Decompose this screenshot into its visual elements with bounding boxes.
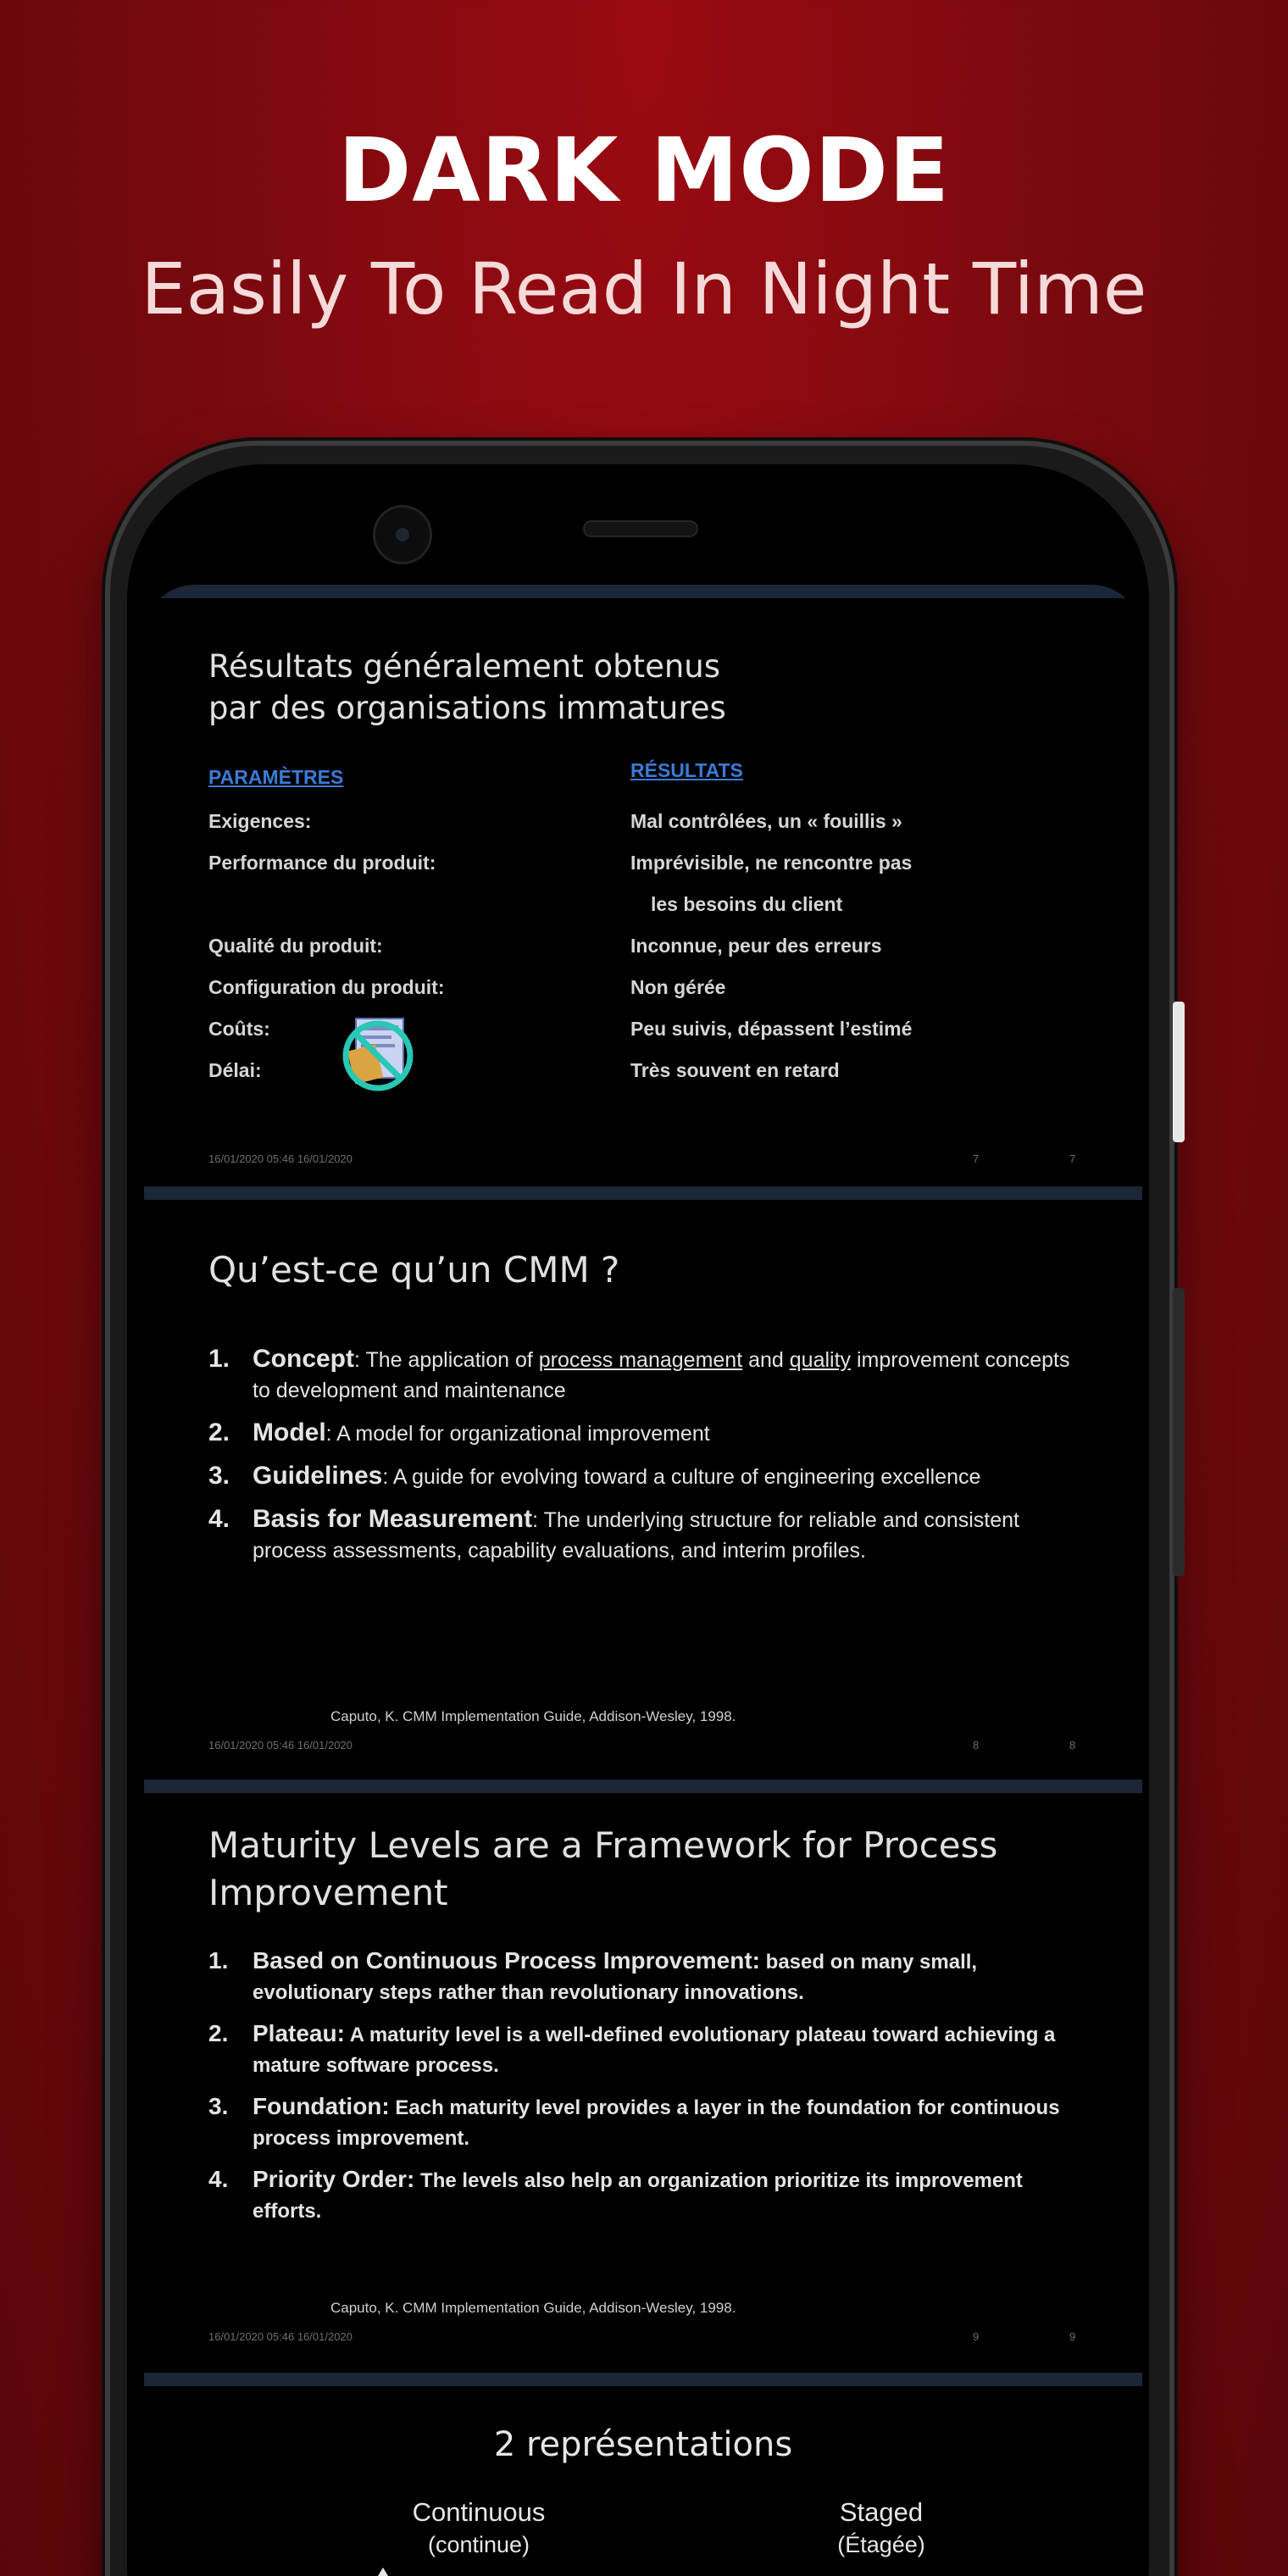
param-row: Coûts: <box>208 1018 270 1040</box>
slide-citation: Caputo, K. CMM Implementation Guide, Addison-Wesley, 1998. <box>330 1708 736 1724</box>
slide-8[interactable] <box>144 1186 1142 1779</box>
continuous-representation-label: Continuous (continue) <box>412 2497 546 2557</box>
slide-page-number: 7 <box>1069 1152 1076 1165</box>
parameters-column: PARAMÈTRES Exigences: Performance du produit: Qualité du produit: Configuration du produit: Coûts: Délai: <box>208 766 444 1091</box>
slide-page-number: 8 <box>1069 1739 1076 1752</box>
slide-page-number: 8 <box>973 1739 980 1752</box>
no-paper-icon <box>339 1013 424 1099</box>
slide-title: Maturity Levels are a Framework for Process Improvement <box>208 1824 998 1913</box>
promo-title: DARK MODE <box>338 119 950 222</box>
list-item: 1. Based on Continuous Process Improvement: based on many small, evolutionary steps rather than revolutionary innovations. <box>208 1947 978 2004</box>
slide-page-number: 9 <box>973 2330 980 2343</box>
slide-citation: Caputo, K. CMM Implementation Guide, Addison-Wesley, 1998. <box>330 2300 736 2316</box>
list-item: 4. Basis for Measurement: The underlying structure for reliable and consistent process assessments, capability evaluations, and interim profiles. <box>208 1505 1019 1563</box>
result-row: Imprévisible, ne rencontre pas <box>630 852 913 874</box>
slide-title: Résultats généralement obtenus par des organisations immatures <box>208 648 726 726</box>
slide-title: 2 représentations <box>493 2425 793 2464</box>
result-row: Mal contrôlées, un « fouillis » <box>630 810 902 832</box>
result-row: Très souvent en retard <box>630 1059 840 1081</box>
slide-footer-date: 16/01/2020 05:46 16/01/2020 <box>208 2330 353 2343</box>
slide-footer-date: 16/01/2020 05:46 16/01/2020 <box>208 1739 353 1752</box>
staged-representation-label: Staged (Étagée) <box>837 2497 925 2557</box>
promo-subtitle: Easily To Read In Night Time <box>141 247 1147 330</box>
param-row <box>208 884 444 925</box>
slide-7[interactable] <box>144 585 1142 1186</box>
param-row: Exigences: <box>208 810 312 832</box>
result-row: Peu suivis, dépassent l’estimé <box>630 1018 913 1040</box>
maturity-levels-list <box>208 1946 1078 2237</box>
result-row: les besoins du client <box>651 893 843 915</box>
list-item: 3. Guidelines: A guide for evolving toward a culture of engineering excellence <box>208 1462 981 1490</box>
list-item: 4. Priority Order: The levels also help an organization prioritize its improvement efforts. <box>208 2166 1023 2223</box>
param-row: Délai: <box>208 1059 262 1081</box>
result-row: Inconnue, peur des erreurs <box>630 935 882 957</box>
document-viewer[interactable] <box>144 585 1142 2576</box>
slide-9[interactable] <box>144 1779 1142 2373</box>
cmm-definition-list <box>208 1344 1078 1578</box>
param-row: Qualité du produit: <box>208 935 383 957</box>
result-row: Non gérée <box>630 976 726 998</box>
results-column: RÉSULTATS Mal contrôlées, un « fouillis » Imprévisible, ne rencontre pas les besoins du client Inconnue, peur des erreurs Non gérée Peu suivis, dépassent l’estimé Très souvent en retard <box>630 759 912 1091</box>
slide-10[interactable] <box>144 2373 1142 2576</box>
list-item: 1. Concept: The application of process management and quality improvement concepts to development and maintenance <box>208 1345 1070 1402</box>
param-row: Performance du produit: <box>208 852 436 874</box>
list-item: 2. Model: A model for organizational improvement <box>208 1418 710 1446</box>
speaker-grille <box>583 520 698 537</box>
arrow-up-icon <box>378 2568 388 2576</box>
list-item: 2. Plateau: A maturity level is a well-defined evolutionary plateau toward achieving a mature software process. <box>208 2020 1056 2077</box>
list-item: 3. Foundation: Each maturity level provides a layer in the foundation for continuous process improvement. <box>208 2093 1060 2150</box>
power-button <box>1173 1002 1185 1142</box>
slide-page-number: 7 <box>973 1152 980 1165</box>
slide-title: Qu’est-ce qu’un CMM ? <box>208 1249 620 1291</box>
camera-icon <box>373 505 432 564</box>
slide-footer-date: 16/01/2020 05:46 16/01/2020 <box>208 1152 353 1165</box>
volume-button <box>1173 1288 1185 1576</box>
slide-page-number: 9 <box>1069 2330 1076 2343</box>
param-row: Configuration du produit: <box>208 976 445 998</box>
